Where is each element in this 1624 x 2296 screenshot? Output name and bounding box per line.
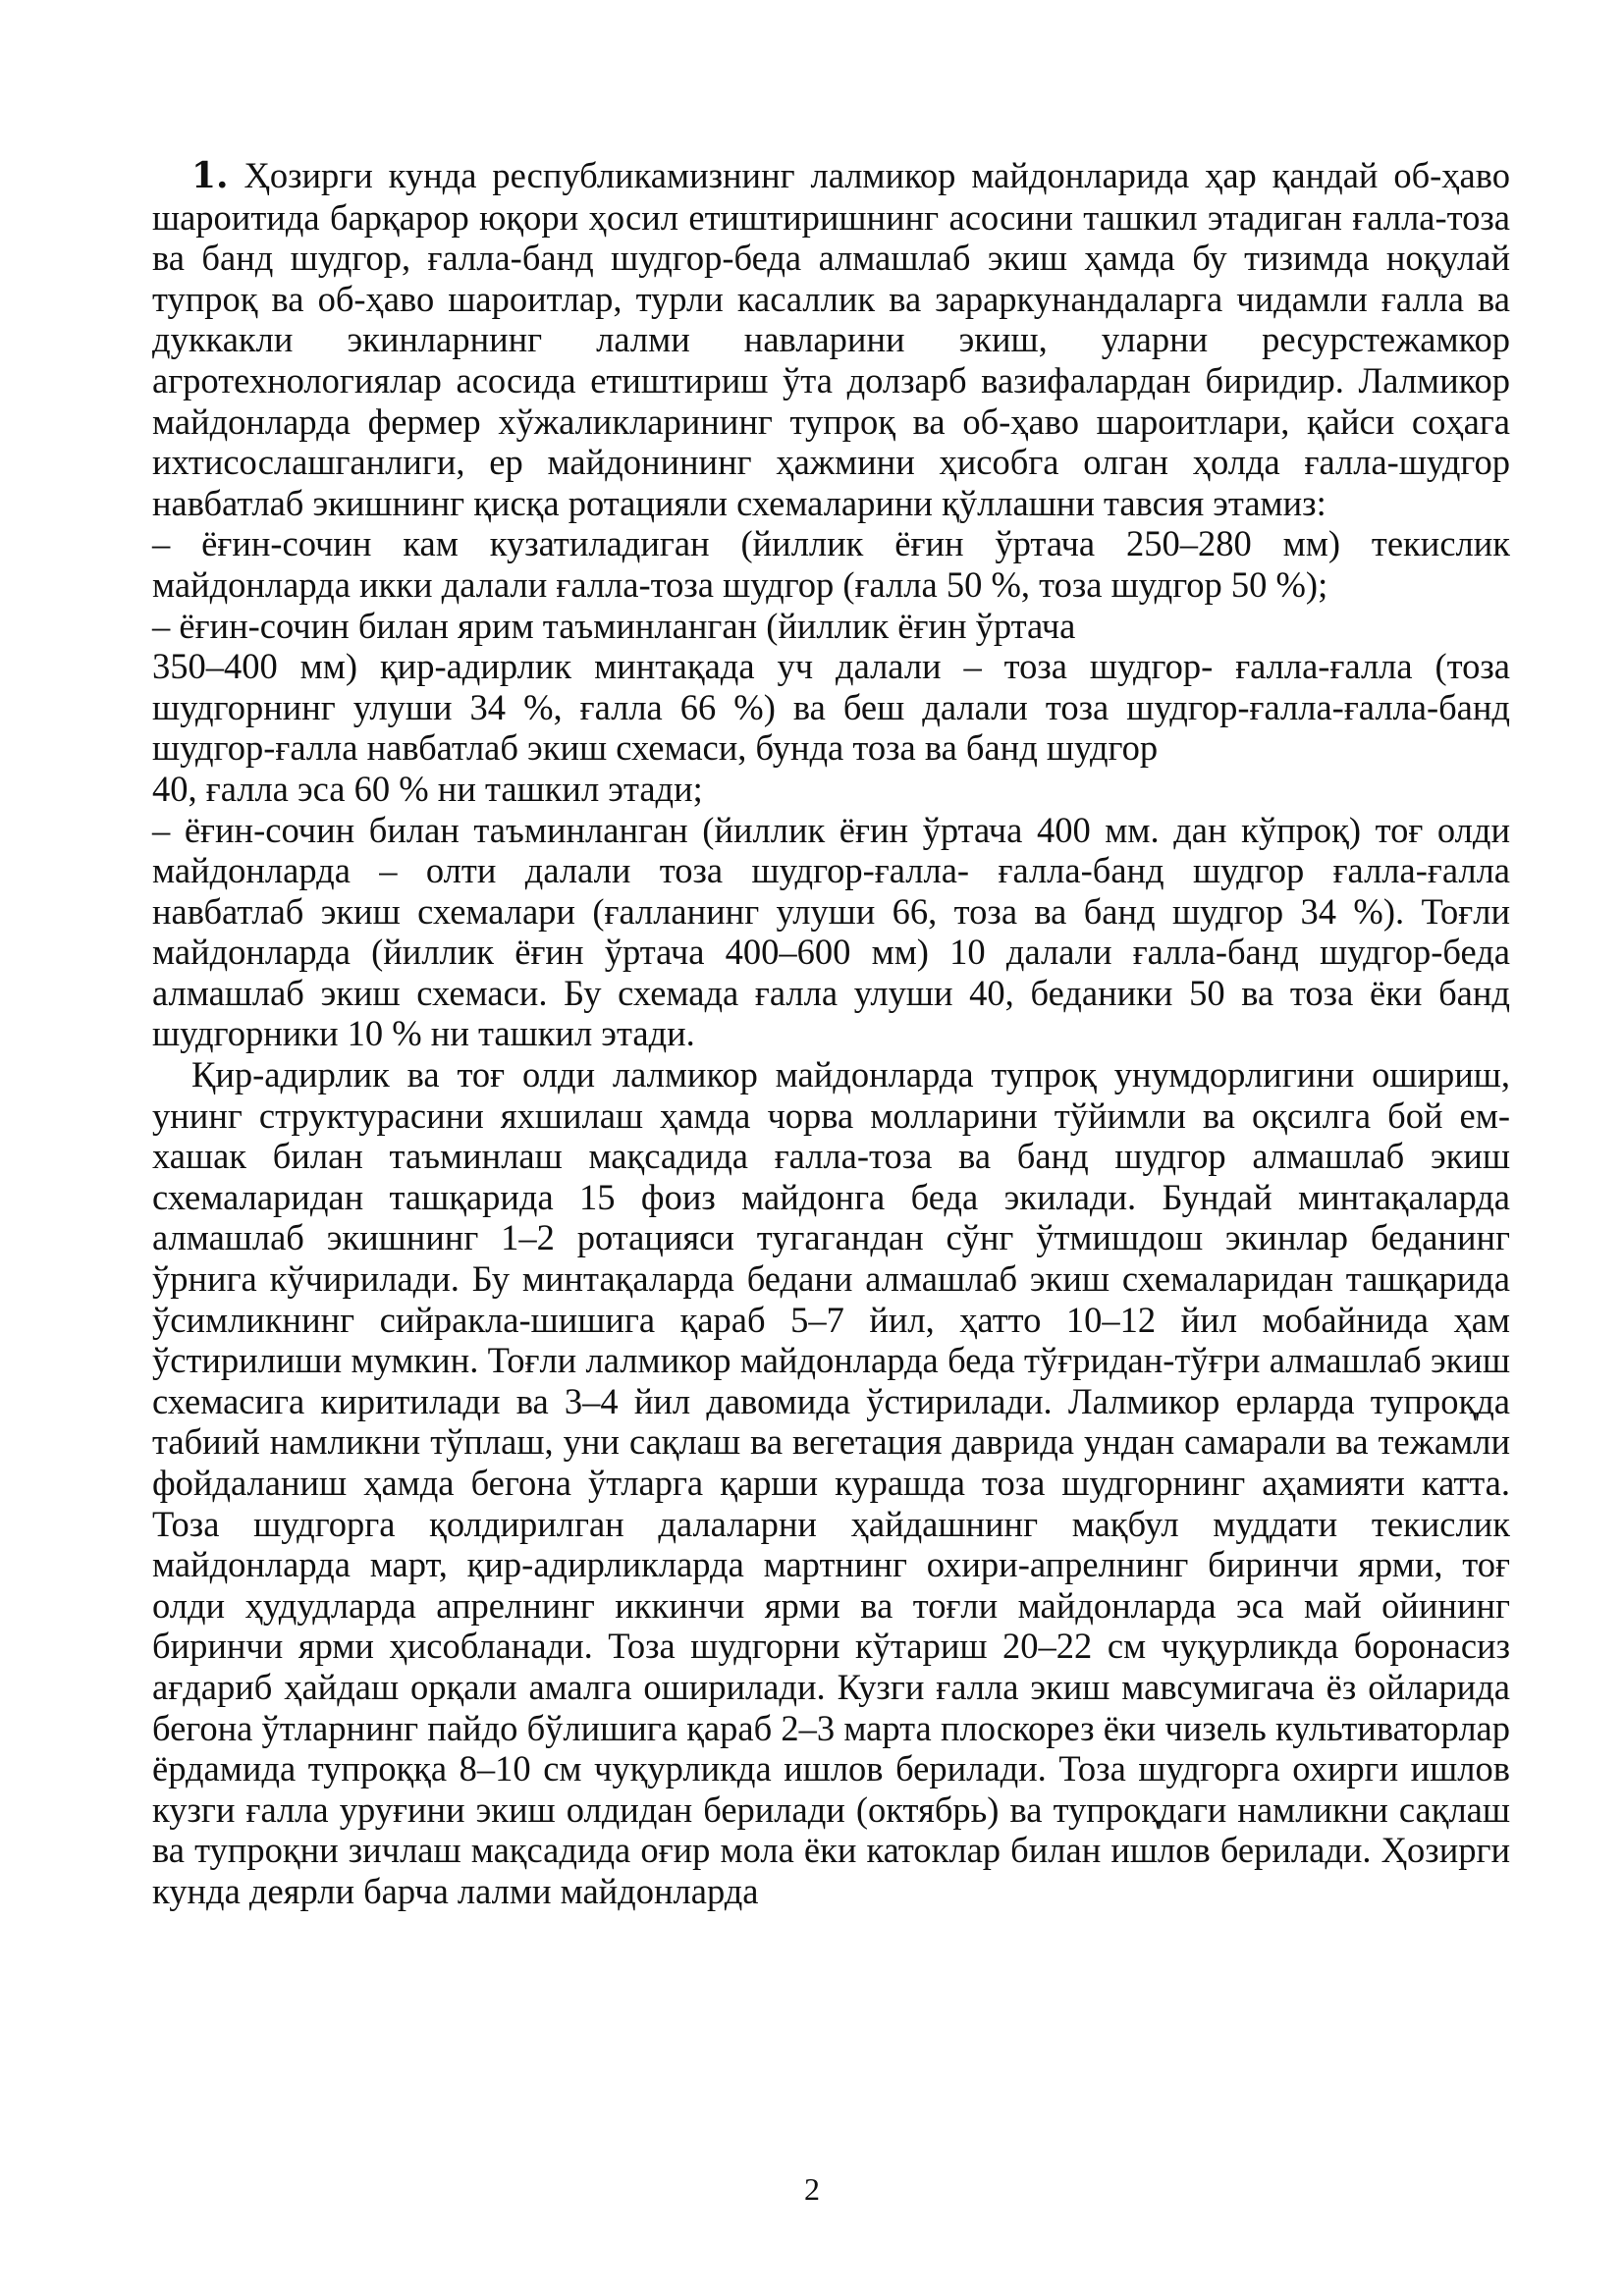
page-number: 2 [804, 2171, 820, 2207]
paragraph-1 [152, 155, 1510, 523]
bullet-2-line-2: 350–400 мм) қир-адирлик минтақада уч далали – тоза шудгор- ғалла-ғалла (тоза шудгорнинг улуши 34 %, ғалла 66 %) ва беш далали тоза шудгор-ғалла-ғалла-банд шудгор-ғалла навбатлаб экиш схемаси, бунда тоза ва банд шудгор [152, 646, 1510, 769]
paragraph-2: Қир-адирлик ва тоғ олди лалмикор майдонларда тупроқ унумдорлигини ошириш, унинг структурасини яхшилаш ҳамда чорва молларини тўйимли ва оқсилга бой ем-хашак билан таъминлаш мақсадида ғалла-тоза ва банд шудгор алмашлаб экиш схемаларидан ташқарида 15 фоиз майдонга беда экилади. Бундай минтақаларда алмашлаб экишнинг 1–2 ротацияси тугагандан сўнг ўтмишдош экинлар беданинг ўрнига кўчирилади. Бу минтақаларда бедани алмашлаб экиш схемаларидан ташқарида ўсимликнинг сийракла-шишига қараб 5–7 йил, ҳатто 10–12 йил мобайнида ҳам ўстирилиши мумкин. Тоғли лалмикор майдонларда беда тўғридан-тўғри алмашлаб экиш схемасига киритилади ва 3–4 йил давомида ўстирилади. Лалмикор ерларда тупроқда табиий намликни тўплаш, уни сақлаш ва вегетация даврида ундан самарали ва тежамли фойдаланиш ҳамда бегона ўтларга қарши курашда тоза шудгорнинг аҳамияти катта. Тоза шудгорга қолдирилган далаларни ҳайдашнинг мақбул муддати текислик майдонларда март, қир-адирликларда мартнинг охири-апрелнинг биринчи ярми, тоғ олди ҳудудларда апрелнинг иккинчи ярми ва тоғли майдонларда эса май ойининг биринчи ярми ҳисобланади. Тоза шудгорни кўтариш 20–22 см чуқурликда боронасиз ағдариб ҳайдаш орқали амалга оширилади. Кузги ғалла экиш мавсумигача ёз ойларида бегона ўтларнинг пайдо бўлишига қараб 2–3 марта плоскорез ёки чизель культиваторлар ёрдамида тупроққа 8–10 см чуқурликда ишлов берилади. Тоза шудгорга охирги ишлов кузги ғалла уруғини экиш олдидан берилади (октябрь) ва тупроқдаги намликни сақлаш ва тупроқни зичлаш мақсадида оғир мола ёки катоклар билан ишлов берилади. Ҳозирги кунда деярли барча лалми майдонларда [152, 1054, 1510, 1911]
bullet-1: – ёғин-сочин кам кузатиладиган (йиллик ёғин ўртача 250–280 мм) текислик майдонларда икки далали ғалла-тоза шудгор (ғалла 50 %, тоза шудгор 50 %); [152, 523, 1510, 605]
bullet-2-line-1: – ёғин-сочин билан ярим таъминланган (йиллик ёғин ўртача [152, 605, 1076, 646]
body-text [152, 155, 1510, 1912]
section-number: 1. [191, 155, 229, 196]
paragraph-1-text: Ҳозирги кунда республикамизнинг лалмикор майдонларида ҳар қандай об-ҳаво шароитида барқарор юқори ҳосил етиштиришнинг асосини ташкил этадиган ғалла-тоза ва банд шудгор, ғалла-банд шудгор-беда алмашлаб экиш ҳамда бу тизимда ноқулай тупроқ ва об-ҳаво шароитлар, турли касаллик ва зараркунандаларга чидамли ғалла ва дуккакли экинларнинг лалми навларини экиш, уларни ресурстежамкор агротехнологиялар асосида етиштириш ўта долзарб вазифалардан биридир. Лалмикор майдонларда фермер хўжаликларининг тупроқ ва об-ҳаво шароитлари, қайси соҳага ихтисослашганлиги, ер майдонининг ҳажмини ҳисобга олган ҳолда ғалла-шудгор навбатлаб экишнинг қисқа ротацияли схемаларини қўллашни тавсия этамиз: [152, 155, 1510, 523]
bullet-2-line-3: 40, ғалла эса 60 % ни ташкил этади; [152, 768, 703, 809]
bullet-3: – ёғин-сочин билан таъминланган (йиллик ёғин ўртача 400 мм. дан кўпроқ) тоғ олди майдонларда – олти далали тоза шудгор-ғалла- ғалла-банд шудгор ғалла-ғалла навбатлаб экиш схемалари (ғалланинг улуши 66, тоза ва банд шудгор 34 %). Тоғли майдонларда (йиллик ёғин ўртача 400–600 мм) 10 далали ғалла-банд шудгор-беда алмашлаб экиш схемаси. Бу схемада ғалла улуши 40, беданики 50 ва тоза ёки банд шудгорники 10 % ни ташкил этади. [152, 809, 1510, 1054]
